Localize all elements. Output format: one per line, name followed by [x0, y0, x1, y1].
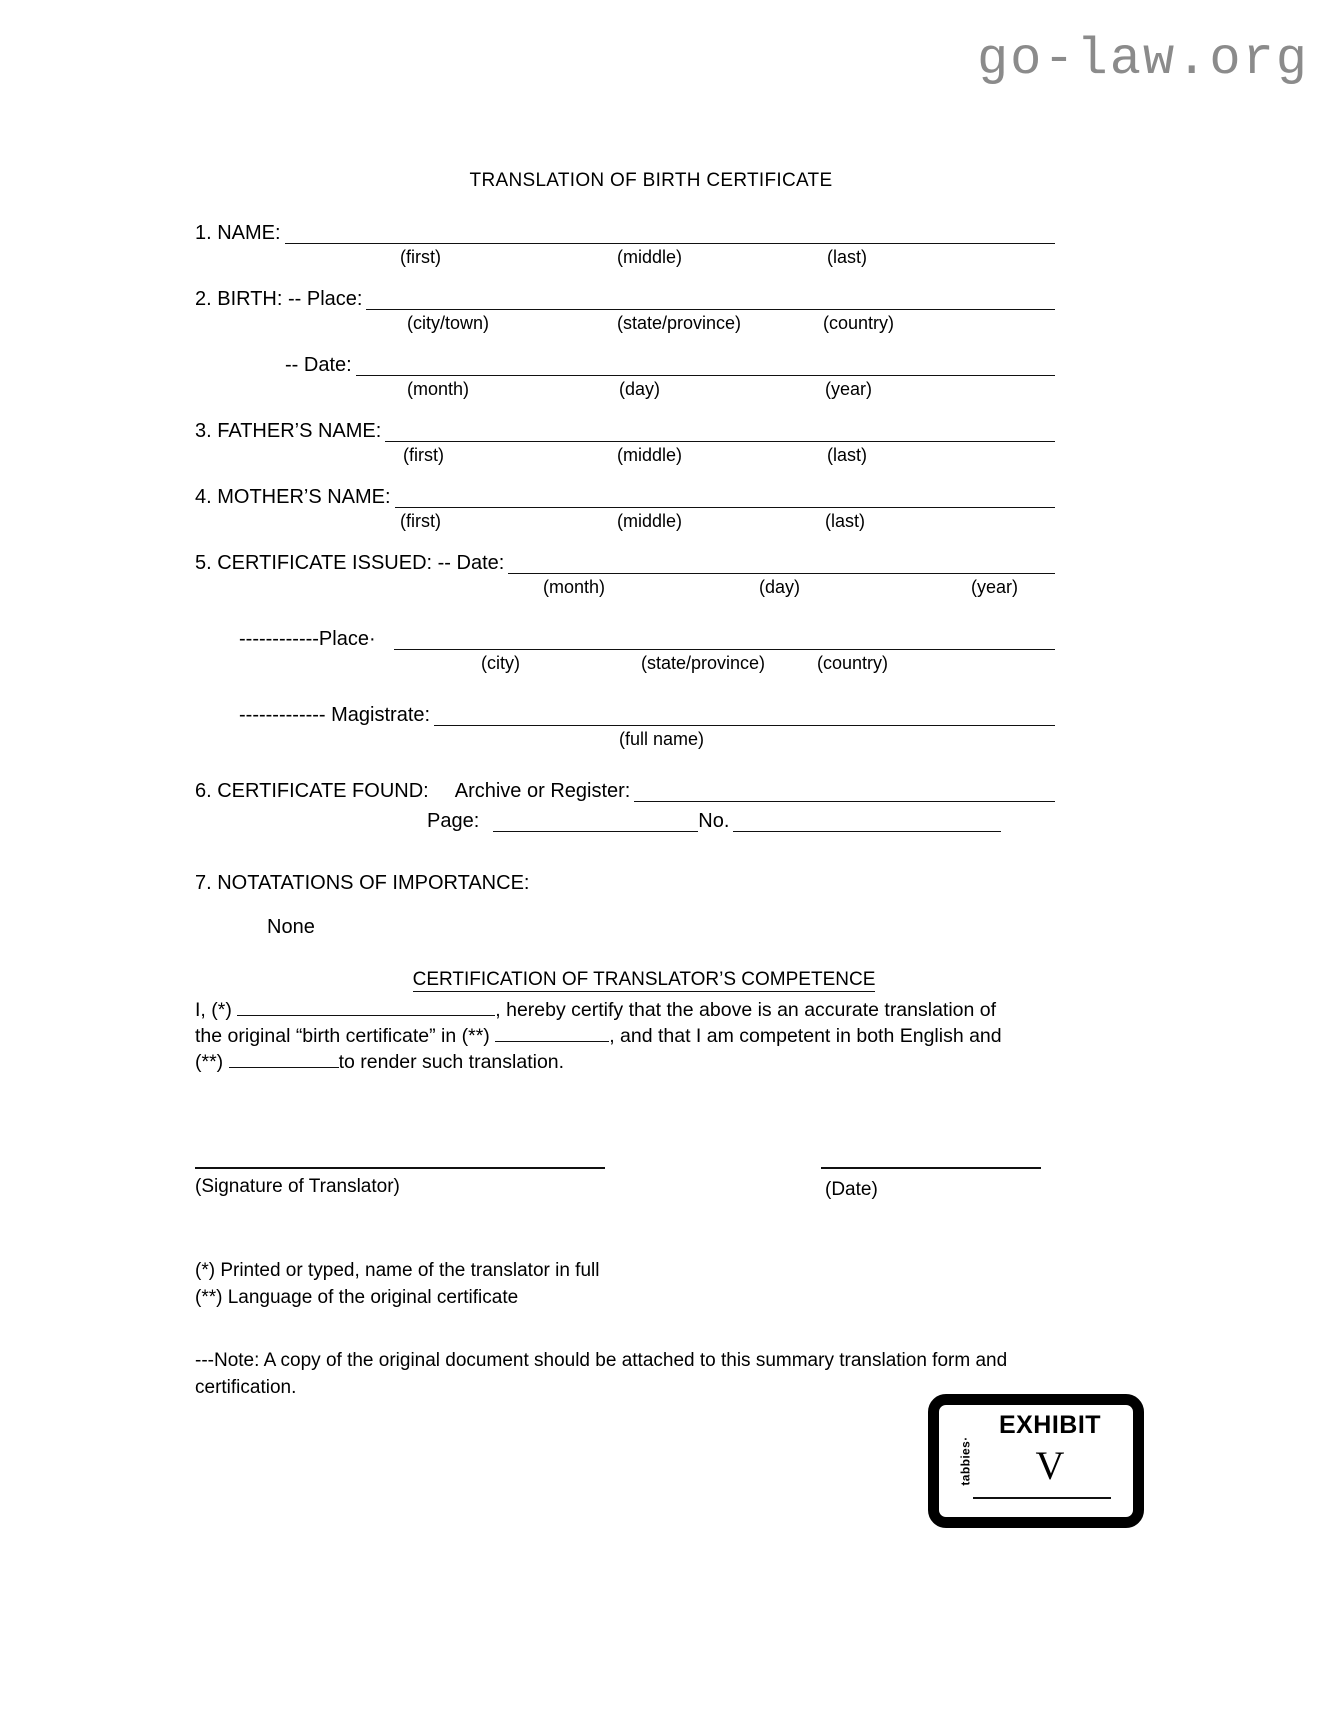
exhibit-underline: [973, 1497, 1111, 1499]
caption-state-province: (state/province): [641, 653, 766, 673]
certification-heading: [233, 969, 1055, 991]
caption-full-name: (full name): [619, 729, 705, 749]
input-page[interactable]: [493, 812, 698, 832]
footnotes: [195, 1257, 1055, 1311]
footnote-single-asterisk: (*) Printed or typed, name of the translator in full: [195, 1260, 600, 1281]
caption-city-town: (city/town): [407, 313, 490, 333]
caption-month: (month): [543, 577, 606, 597]
label-father-name: 3. FATHER’S NAME:: [195, 420, 382, 442]
certification-heading-text: CERTIFICATION OF TRANSLATOR’S COMPETENCE: [412, 969, 876, 990]
input-magistrate[interactable]: [434, 706, 1055, 726]
label-certificate-found: 6. CERTIFICATE FOUND:: [195, 780, 429, 802]
cert-line2-end: , and that I am competent in both English and: [609, 1025, 1002, 1047]
captions-name: [195, 244, 1055, 272]
footnote-double-asterisk: (**) Language of the original certificate: [195, 1287, 519, 1308]
field-row-birth-date: [195, 354, 1055, 376]
input-birth-place[interactable]: [366, 290, 1055, 310]
signature-column: [195, 1167, 605, 1201]
input-translator-name[interactable]: [237, 999, 495, 1016]
captions-father-name: [195, 442, 1055, 470]
field-row-father-name: [195, 420, 1055, 442]
input-signature-date[interactable]: [821, 1167, 1041, 1169]
caption-country: (country): [823, 313, 895, 333]
caption-year: (year): [971, 577, 1019, 597]
cert-line1-end: , hereby certify that the above is an accurate translation of: [495, 999, 997, 1021]
caption-month: (month): [407, 379, 470, 399]
field-row-page-no: [195, 810, 1055, 832]
caption-last: (last): [827, 445, 867, 465]
field-row-issued-place: [195, 628, 1055, 650]
caption-date: (Date): [825, 1179, 878, 1200]
caption-signature: (Signature of Translator): [195, 1176, 400, 1197]
caption-last: (last): [827, 247, 867, 267]
caption-first: (first): [400, 511, 441, 531]
input-issued-place[interactable]: [394, 630, 1055, 650]
input-mother-name[interactable]: [395, 488, 1055, 508]
caption-first: (first): [400, 247, 441, 267]
caption-last: (last): [825, 511, 865, 531]
exhibit-brand-label: tabbies·: [958, 1436, 973, 1486]
captions-birth-date: [195, 376, 1055, 404]
input-birth-date[interactable]: [356, 356, 1055, 376]
field-row-certificate-found: [195, 780, 1055, 802]
exhibit-stamp-inner: [939, 1405, 1133, 1517]
label-birth-place: 2. BIRTH: -- Place:: [195, 288, 363, 310]
input-original-language-2[interactable]: [229, 1051, 339, 1068]
cert-line3-start: (**): [195, 1051, 224, 1073]
cert-line1-start: I, (*): [195, 999, 232, 1021]
label-archive-or-register: Archive or Register:: [454, 780, 631, 802]
caption-day: (day): [619, 379, 661, 399]
signature-block: [195, 1167, 1055, 1201]
caption-day: (day): [759, 577, 801, 597]
date-column: [821, 1167, 1041, 1201]
field-row-name: [195, 222, 1055, 244]
caption-year: (year): [825, 379, 873, 399]
caption-first: (first): [403, 445, 444, 465]
field-row-birth-place: [195, 288, 1055, 310]
field-row-mother-name: [195, 486, 1055, 508]
cert-line2-start: the original “birth certificate” in (**): [195, 1025, 490, 1047]
caption-middle: (middle): [617, 247, 683, 267]
note-text: ---Note: A copy of the original document should be attached to this summary translation form and certification.: [195, 1350, 1008, 1398]
certification-paragraph: [195, 997, 1055, 1075]
label-name: 1. NAME:: [195, 222, 281, 244]
exhibit-stamp: [928, 1394, 1144, 1528]
page-title: TRANSLATION OF BIRTH CERTIFICATE: [469, 170, 833, 191]
form-body: [195, 170, 1055, 1401]
caption-state-province: (state/province): [617, 313, 742, 333]
label-no: No.: [698, 810, 730, 832]
caption-middle: (middle): [617, 445, 683, 465]
input-issued-date[interactable]: [508, 554, 1055, 574]
cert-line3-end: to render such translation.: [338, 1051, 565, 1073]
label-birth-date: -- Date:: [285, 354, 352, 376]
input-signature[interactable]: [195, 1167, 605, 1169]
input-original-language-1[interactable]: [495, 1025, 609, 1042]
label-magistrate: ------------- Magistrate:: [239, 704, 431, 726]
captions-birth-place: [195, 310, 1055, 338]
captions-issued-place: [195, 650, 1055, 678]
exhibit-title: EXHIBIT: [998, 1411, 1102, 1439]
label-page: Page:: [427, 810, 480, 832]
label-issued-place: ------------Place·: [239, 628, 376, 650]
caption-city: (city): [481, 653, 520, 673]
label-mother-name: 4. MOTHER’S NAME:: [195, 486, 391, 508]
caption-middle: (middle): [617, 511, 683, 531]
exhibit-mark-handwritten: V: [1035, 1443, 1065, 1488]
input-no[interactable]: [733, 812, 1001, 832]
value-notations: None: [267, 916, 315, 938]
input-father-name[interactable]: [385, 422, 1055, 442]
input-name[interactable]: [285, 224, 1055, 244]
label-notations: 7. NOTATATIONS OF IMPORTANCE:: [195, 872, 530, 894]
captions-mother-name: [195, 508, 1055, 536]
input-archive-or-register[interactable]: [634, 782, 1055, 802]
captions-magistrate: [195, 726, 1055, 754]
label-certificate-issued-date: 5. CERTIFICATE ISSUED: -- Date:: [195, 552, 505, 574]
caption-country: (country): [817, 653, 889, 673]
field-row-issued-date: [195, 552, 1055, 574]
captions-issued-date: [195, 574, 1055, 602]
field-row-magistrate: [195, 704, 1055, 726]
site-watermark: go-law.org: [976, 30, 1309, 89]
